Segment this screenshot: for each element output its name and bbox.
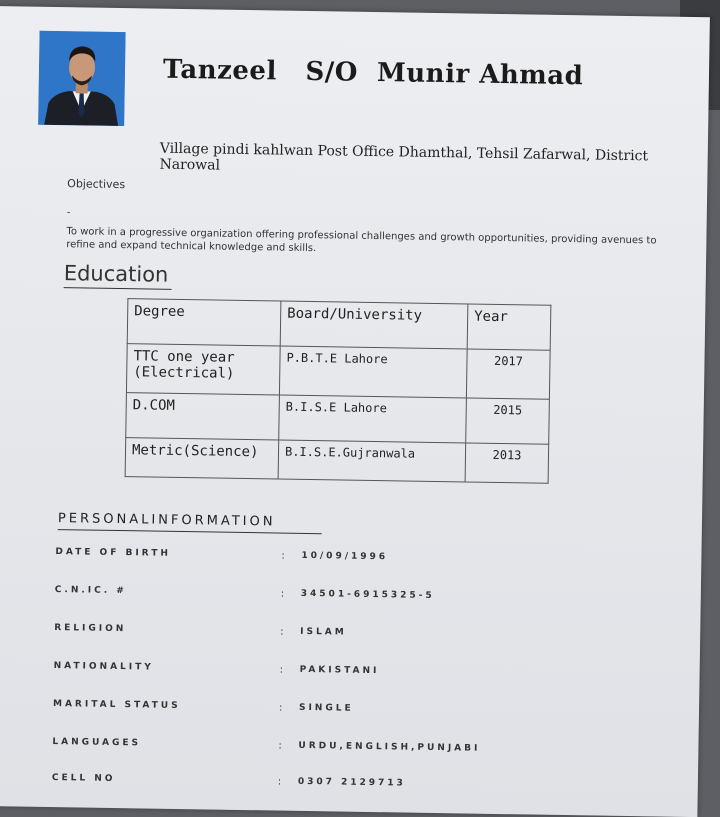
info-row-religion <box>0 622 700 649</box>
table-header-row <box>127 299 551 351</box>
degree-cell: D.COM <box>126 393 280 440</box>
field-label: C.N.IC. # <box>54 585 127 597</box>
column-header-board: Board/University <box>280 301 468 349</box>
field-colon: : <box>281 550 285 562</box>
field-colon: : <box>277 776 282 788</box>
column-header-degree: Degree <box>127 299 281 346</box>
board-cell: B.I.S.E.Gujranwala <box>278 440 466 482</box>
degree-cell: TTC one year (Electrical) <box>126 344 280 395</box>
resume-page <box>0 6 710 817</box>
field-label: MARITAL STATUS <box>52 699 181 712</box>
field-label: RELIGION <box>54 623 127 635</box>
field-label: CELL NO <box>51 773 116 785</box>
personal-info-heading: PERSONALINFORMATION <box>57 511 276 530</box>
table-row <box>126 344 550 400</box>
field-value: SINGLE <box>298 702 354 714</box>
field-label: NATIONALITY <box>53 661 154 673</box>
info-row-cnic <box>0 584 701 611</box>
field-value: URDU,ENGLISH,PUNJABI <box>298 740 481 754</box>
personal-info-heading-underline <box>58 529 322 534</box>
candidate-address: Village pindi kahlwan Post Office Dhamthal, Tehsil Zafarwal, District Narowal <box>159 140 649 174</box>
field-value: 34501-6915325-5 <box>300 588 435 601</box>
person-portrait-icon <box>38 31 125 126</box>
profile-photo <box>38 31 125 126</box>
field-colon: : <box>280 588 285 600</box>
education-heading: Education <box>63 261 169 287</box>
info-row-nationality <box>0 660 700 687</box>
info-row-languages <box>0 736 698 763</box>
field-colon: : <box>280 626 284 638</box>
field-colon: : <box>278 702 283 714</box>
objective-text: To work in a progressive organization offering professional challenges and growth opportunities, providing avenues to refine and expand technical knowledge and skills. <box>66 226 657 255</box>
field-label: DATE OF BIRTH <box>55 547 171 559</box>
table-row <box>125 438 549 484</box>
table-row <box>126 393 550 445</box>
year-cell: 2013 <box>465 443 549 483</box>
board-cell: B.I.S.E Lahore <box>279 395 467 443</box>
education-table <box>125 298 552 484</box>
year-cell: 2015 <box>466 398 550 444</box>
field-value: 10/09/1996 <box>301 550 389 563</box>
field-value: PAKISTANI <box>299 664 380 677</box>
degree-cell: Metric(Science) <box>125 438 279 479</box>
column-header-year: Year <box>467 304 551 350</box>
board-cell: P.B.T.E Lahore <box>279 346 467 398</box>
field-value: 0307 2129713 <box>297 776 406 789</box>
field-colon: : <box>279 664 284 676</box>
candidate-name: Tanzeel S/O Munir Ahmad <box>162 54 584 92</box>
education-heading-underline <box>64 287 172 290</box>
objective-bullet: - <box>66 207 71 219</box>
info-row-marital-status <box>0 698 699 725</box>
field-label: LANGUAGES <box>52 737 142 749</box>
year-cell: 2017 <box>466 349 550 399</box>
objectives-heading: Objectives <box>67 177 126 192</box>
field-value: ISLAM <box>300 626 347 638</box>
field-colon: : <box>278 740 282 752</box>
info-row-cell-no <box>0 772 698 799</box>
info-row-date-of-birth <box>0 546 701 573</box>
